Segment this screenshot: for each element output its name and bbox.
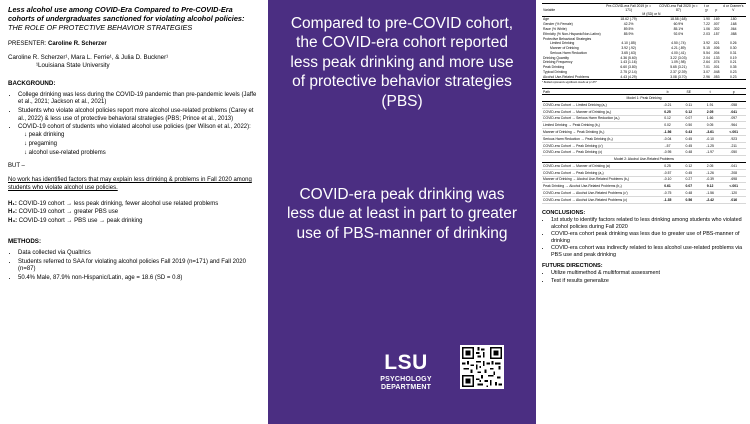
right-column — [536, 0, 750, 424]
cell-d: .180 — [729, 17, 737, 22]
cell-variable: Drinking Quantity — [543, 55, 570, 60]
cell-variable: Manner of Drinking — [550, 46, 579, 51]
cell-d: 0.26 — [729, 41, 737, 46]
conclusion-item: • 1st study to identify factors related to less drinking among students who violated alcohol policies during Fall 2020 — [551, 217, 746, 231]
cell-se: 0.12 — [679, 108, 699, 115]
methods-item: • Data collected via Qualtrics — [18, 250, 260, 258]
cell-t: 1.06 — [703, 26, 710, 31]
cell-path: COVID-era Cohort → Alcohol Use-Related Problems (c) — [542, 196, 656, 203]
qr-code-icon[interactable] — [460, 345, 504, 389]
cell-pre: 18.62 (.79) — [620, 17, 637, 22]
cell-b: -0.57 — [656, 169, 679, 176]
table-row — [542, 142, 746, 149]
cell-t: 1.91 — [699, 101, 722, 108]
table-row — [542, 135, 746, 142]
cell-t: 9.12 — [699, 183, 722, 190]
hypothesis-label: H₃: — [8, 218, 18, 225]
cell-b: -1.56 — [656, 129, 679, 136]
cell-pre: 3.65 (.63) — [621, 50, 636, 55]
cell-covid: 60.9% — [673, 22, 684, 27]
background-sublist — [18, 132, 260, 157]
model-heading-row — [542, 156, 746, 163]
cell-variable: Drinking Frequency — [543, 60, 573, 65]
table-row — [542, 183, 746, 190]
table-header-row — [542, 4, 746, 13]
model-heading: Model 2: Alcohol Use-Related Problems — [542, 156, 746, 163]
cell-t: -1.97 — [699, 149, 722, 156]
poster-title-text: Less alcohol use among COVID-Era Compared to Pre-COVID-Era cohorts of undergraduates sanctioned for violating alcohol policies: — [8, 5, 245, 23]
cell-path: COVID-era Cohort → Peak Drinking (a₂) — [542, 169, 656, 176]
cell-b: 0.02 — [656, 122, 679, 129]
cell-t: 3.07 — [703, 69, 710, 74]
authors: Caroline R. Scherzer¹, Mara L. Ferrie¹, & Julia D. Buckner¹ — [8, 53, 169, 61]
cell-pre: 85.9% — [623, 31, 634, 36]
col-t: t — [699, 89, 722, 95]
cell-se: 0.07 — [679, 115, 699, 122]
cell-d: .168 — [729, 22, 737, 27]
methods-item: • 50.4% Male, 87.9% non-Hispanic/Latin, age = 18.6 (SD = 0.8) — [18, 275, 260, 283]
cell-p: .048 — [712, 69, 720, 74]
hypothesis-text: COVID-19 cohort → greater PBS use — [17, 209, 119, 216]
presenter-name: Caroline R. Scherzer — [48, 40, 107, 47]
col-se: SE — [679, 89, 699, 95]
cell-se: 0.45 — [679, 142, 699, 149]
cell-t: 2.05 — [699, 162, 722, 169]
cell-covid: 4.50 (.74) — [671, 41, 686, 46]
hypothesis-label: H₂: — [8, 209, 17, 216]
cell-b: 0.25 — [656, 108, 679, 115]
poster-subtitle: THE ROLE OF PROTECTIVE BEHAVIOR STRATEGIES — [8, 22, 193, 32]
cell-b: -1.35 — [656, 196, 679, 203]
cell-p: .133 — [712, 55, 720, 60]
cell-t: 2.03 — [703, 31, 710, 36]
cell-se: 0.07 — [679, 183, 699, 190]
col-b: b — [656, 89, 679, 95]
future-directions-heading: FUTURE DIRECTIONS: — [542, 263, 603, 270]
cell-p: .041 — [721, 162, 746, 169]
cell-d: 0.21 — [729, 60, 737, 65]
conclusion-item: • COVID-era cohort peak drinking was less due to greater use of PBS-manner of drinking — [551, 231, 746, 245]
main-finding-2: COVID-era peak drinking was less due at least in part to greater use of PBS-manner of drinking — [286, 186, 518, 242]
future-directions-list — [542, 270, 746, 284]
cell-covid: 3.22 (3.03) — [670, 55, 687, 60]
authors-block — [8, 54, 260, 70]
cell-p: .097 — [721, 115, 746, 122]
table-row — [542, 149, 746, 156]
cell-path: COVID-era Cohort → Peak Drinking (c') — [542, 142, 656, 149]
cell-se: 0.56 — [679, 196, 699, 203]
cell-variable: Serious Harm Reduction — [550, 50, 587, 55]
cell-covid: 4.00 (.41) — [671, 50, 686, 55]
col-subheader: M (SD) or N — [602, 12, 702, 17]
cell-p: .041 — [721, 108, 746, 115]
department-name — [370, 376, 442, 392]
cell-pre: 4.10 (.85) — [621, 41, 636, 46]
cell-b: -0.21 — [656, 101, 679, 108]
cell-t: 1.66 — [699, 115, 722, 122]
cell-t: 7.01 — [703, 65, 710, 70]
cell-p: .050 — [721, 149, 746, 156]
table-row — [542, 122, 746, 129]
main-finding-1: Compared to pre-COVID cohort, the COVID-era cohort reported less peak drinking and more use of protective behavior strategies (PBS) — [290, 15, 514, 110]
methods-list — [8, 250, 260, 283]
hypothesis-text: COVID-19 cohort → less peak drinking, fewer alcohol use related problems — [16, 200, 219, 207]
col-stat: t or χ² — [701, 4, 712, 13]
col-p: p — [721, 89, 746, 95]
future-item: • Test if results generalize — [551, 278, 746, 285]
hypothesis-label: H₁: — [8, 200, 17, 207]
cell-p: .211 — [721, 142, 746, 149]
cell-variable: Limited Drinking — [550, 41, 575, 46]
col-covid: COVID-era Fall 2020 (n = 87) — [656, 4, 702, 13]
cell-p: <.001 — [721, 129, 746, 136]
cell-covid: 3.08 (3.70) — [656, 74, 702, 79]
cell-p: .964 — [721, 122, 746, 129]
cell-b: -0.10 — [656, 176, 679, 183]
hypotheses — [8, 201, 260, 226]
model-heading-row — [542, 95, 746, 102]
cell-p: .053 — [712, 74, 720, 79]
cell-p: <.001 — [721, 183, 746, 190]
cell-p: .004 — [712, 50, 720, 55]
research-gap: No work has identified factors that may explain less drinking & problems in Fall 2020 among students who violate alcohol use policies. — [8, 177, 252, 191]
cell-b: -0.04 — [656, 135, 679, 142]
cell-se: 0.50 — [679, 122, 699, 129]
cell-d: .064 — [729, 26, 737, 31]
background-subitem: ↓ pregaming — [24, 140, 58, 147]
cell-se: 0.43 — [679, 129, 699, 136]
descriptives-table — [542, 3, 746, 80]
cell-variable: Protective Behavioral Strategies — [543, 36, 592, 41]
cell-se: 0.48 — [679, 149, 699, 156]
cell-pre: 6.60 (3.80) — [620, 65, 637, 70]
affiliation: ¹Louisiana State University — [36, 61, 110, 69]
col-effect: d or Cramer's V — [721, 4, 746, 13]
cell-b: -.57 — [656, 142, 679, 149]
presenter-line — [8, 41, 260, 47]
cell-d: .088 — [729, 31, 737, 36]
cell-p: .006 — [712, 46, 720, 51]
cell-path: COVID-era Cohort → Manner of Drinking (a₂) — [542, 108, 656, 115]
presenter-label: PRESENTER: — [8, 40, 49, 47]
cell-d: 0.23 — [721, 74, 746, 79]
methods-item: • Students referred to SAA for violating alcohol policies Fall 2019 (n=171) and Fall 2020 (n=87) — [18, 259, 260, 274]
hypothesis-2 — [8, 209, 260, 217]
cell-d: 0.19 — [729, 55, 737, 60]
cell-path: Manner of Drinking → Alcohol Use-Related Problems (b₁) — [542, 176, 656, 183]
col-variable: Variable — [542, 4, 602, 13]
cell-se: 0.48 — [679, 190, 699, 197]
background-list — [8, 92, 260, 157]
background-subitem: ↓ alcohol use-related problems — [24, 149, 106, 156]
cell-path: Limited Drinking → Peak Drinking (b₁) — [542, 122, 656, 129]
cell-path: Serious Harm Reduction → Peak Drinking (b₃) — [542, 135, 656, 142]
cell-t: 5.54 — [703, 50, 710, 55]
cell-variable: Alcohol Use-Related Problems — [542, 74, 602, 79]
cell-p: .302 — [712, 26, 720, 31]
cell-path: COVID-era Cohort → Serious Harm Reduction (a₃) — [542, 115, 656, 122]
cell-t: -1.26 — [699, 169, 722, 176]
cell-se: 0.27 — [679, 176, 699, 183]
but-text: BUT – — [8, 163, 25, 170]
cell-t: -1.25 — [699, 142, 722, 149]
cell-path: COVID-era Cohort → Peak Drinking (c) — [542, 149, 656, 156]
background-item-text: COVID-19 cohort of students who violated alcohol use policies (per Wilson et al., 2022): — [18, 124, 251, 131]
cell-t: 2.05 — [699, 108, 722, 115]
conclusion-item: • COVID-era cohort was indirectly related to less alcohol use-related problems via PBS use and peak drinking — [551, 245, 746, 259]
cell-variable: Peak Drinking — [543, 65, 565, 70]
lsu-logo — [370, 352, 442, 392]
cell-variable: Race (% White) — [543, 26, 567, 31]
cell-b: -0.95 — [656, 149, 679, 156]
background-item: • Students who violate alcohol policies report more alcohol use-related problems (Carey et al., 2022) & less use of protective behavioral strategies (PBS; Prince et al., 2013) — [18, 108, 260, 123]
cell-se: 0.11 — [679, 101, 699, 108]
background-item: • College drinking was less during the COVID-19 pandemic than pre-pandemic levels (Jaffe et al., 2021; Jackson et al., 2021) — [18, 92, 260, 107]
cell-p: .120 — [721, 190, 746, 197]
cell-variable: Typical Drinking — [543, 69, 567, 74]
cell-pre: 42.2% — [623, 22, 634, 27]
cell-se: 0.45 — [679, 135, 699, 142]
cell-p: .007 — [712, 22, 720, 27]
cell-t: 7.22 — [703, 22, 710, 27]
cell-p: .208 — [721, 169, 746, 176]
table-row — [542, 196, 746, 203]
table-row — [542, 169, 746, 176]
cell-t: 1.90 — [703, 17, 710, 22]
table-row — [542, 176, 746, 183]
cell-p: .074 — [712, 60, 720, 65]
department-line-2: DEPARTMENT — [380, 384, 432, 392]
cell-d: 0.31 — [729, 50, 737, 55]
cell-covid: 2.37 (2.39) — [670, 69, 687, 74]
cell-pre: 89.5% — [623, 26, 634, 31]
cell-variable: Age — [543, 17, 550, 22]
cell-pre: 2.75 (2.14) — [620, 69, 637, 74]
conclusions-heading: CONCLUSIONS: — [542, 209, 586, 216]
cell-t: 2.64 — [703, 60, 710, 65]
cell-path: COVID-era Cohort → Manner of Drinking (a) — [542, 162, 656, 169]
cell-t: 2.96 — [701, 74, 712, 79]
cell-t: -2.42 — [699, 196, 722, 203]
col-path: Path — [542, 89, 656, 95]
cell-pre: 4.36 (5.60) — [620, 55, 637, 60]
cell-p: .016 — [721, 196, 746, 203]
cell-p: .169 — [712, 17, 720, 22]
hypothesis-3 — [8, 218, 260, 226]
background-item — [18, 124, 260, 157]
cell-variable: Ethnicity (% Non-Hispanic/Non-Latinx) — [543, 31, 601, 36]
cell-se: 0.45 — [679, 169, 699, 176]
cell-pre: 3.92 (.92) — [621, 46, 636, 51]
cell-d: 0.30 — [729, 46, 737, 51]
cell-d: 0.35 — [729, 65, 737, 70]
cell-t: 5.15 — [703, 46, 710, 51]
col-p: p — [712, 4, 721, 13]
table-note: * Bolded represents significant results at p<.05* — [542, 81, 597, 85]
table-row — [542, 115, 746, 122]
cell-p: .058 — [721, 101, 746, 108]
hypothesis-text: COVID-19 cohort → PBS use → peak drinking — [17, 218, 143, 225]
cell-pre: 4.43 (4.29) — [602, 74, 656, 79]
lsu-wordmark: LSU — [384, 351, 428, 374]
table-row — [542, 101, 746, 108]
model-heading: Model 1: Peak Drinking — [542, 95, 746, 102]
cell-p: .698 — [721, 176, 746, 183]
cell-t: 0.05 — [699, 122, 722, 129]
cell-t: 3.92 — [703, 41, 710, 46]
cell-covid: 18.58 (.68) — [670, 17, 687, 22]
cell-d: 0.23 — [729, 69, 737, 74]
center-panel — [268, 0, 536, 424]
background-subitem: ↓ peak drinking — [24, 132, 65, 139]
cell-t: 2.04 — [703, 55, 710, 60]
cell-b: 0.61 — [656, 183, 679, 190]
cell-t: -0.10 — [699, 135, 722, 142]
cell-path: Peak Drinking → Alcohol Use-Related Problems (b₂) — [542, 183, 656, 190]
cell-pre: 1.43 (1.16) — [620, 60, 637, 65]
cell-se: 0.12 — [679, 162, 699, 169]
cell-p: .157 — [712, 31, 720, 36]
department-line-1: PSYCHOLOGY — [380, 376, 432, 383]
cell-b: 0.12 — [656, 115, 679, 122]
poster-title — [8, 6, 260, 33]
cell-variable: Gender (% Female) — [543, 22, 573, 27]
cell-covid: 5.65 (3.21) — [670, 65, 687, 70]
table-row — [542, 162, 746, 169]
cell-path: COVID-era Cohort → Alcohol Use-Related Problems (c') — [542, 190, 656, 197]
cell-p: .021 — [712, 41, 720, 46]
cell-p: .923 — [721, 135, 746, 142]
table-row — [542, 108, 746, 115]
cell-b: 0.25 — [656, 162, 679, 169]
cell-t: -0.39 — [699, 176, 722, 183]
cell-covid: 85.1% — [673, 26, 684, 31]
future-item: • Utilize multimethod & multiformat assessment — [551, 270, 746, 277]
hypothesis-1 — [8, 201, 260, 209]
cell-covid: 4.21 (.89) — [671, 46, 686, 51]
left-column — [0, 0, 268, 424]
col-pre-covid: Pre-COVID-era Fall 2019 (n = 171) — [602, 4, 656, 13]
table-row — [542, 129, 746, 136]
cell-t: -3.61 — [699, 129, 722, 136]
table-row — [542, 190, 746, 197]
cell-covid: 92.0% — [673, 31, 684, 36]
conclusions-list — [542, 217, 746, 259]
cell-t: -1.56 — [699, 190, 722, 197]
background-heading: BACKGROUND: — [8, 79, 56, 87]
mediation-table — [542, 88, 746, 204]
cell-covid: 1.09 (.98) — [671, 60, 686, 65]
methods-heading: METHODS: — [8, 237, 41, 245]
cell-p: .001 — [712, 65, 720, 70]
cell-path: Manner of Drinking → Peak Drinking (b₂) — [542, 129, 656, 136]
table-row — [542, 74, 746, 79]
cell-b: -0.75 — [656, 190, 679, 197]
cell-path: COVID-era Cohort → Limited Drinking (a₁) — [542, 101, 656, 108]
